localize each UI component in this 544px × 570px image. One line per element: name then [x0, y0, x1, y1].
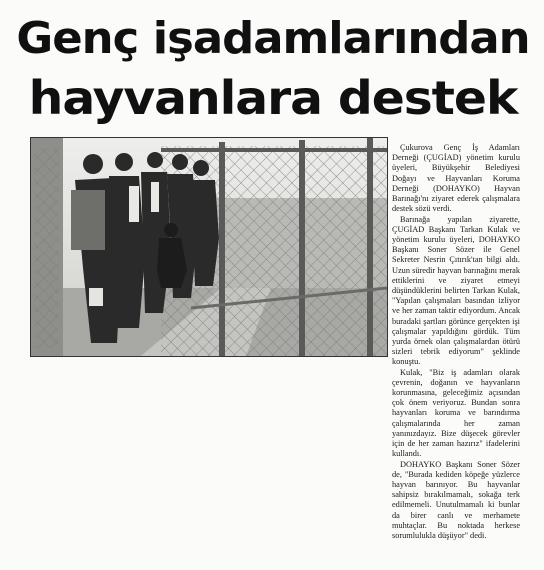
article-photo — [30, 137, 388, 357]
photo-illustration — [31, 138, 387, 356]
article-paragraph: Çukurova Genç İş Adamları Derneği (ÇUGİAD) yönetim kurulu üyeleri, Büyükşehir Belediyesi Doğayı ve Hayvanları Koruma Derneği (DOHAYKO) Hayvan Barınağı'nı ziyaret ederek çalışmalara destek sözü verdi. — [392, 143, 520, 214]
article-paragraph: Barınağa yapılan ziyarette, ÇUGİAD Başkanı Tarkan Kulak ve yönetim kurulu üyeleri, DOHAYKO Başkanı Soner Sözer ile Genel Sekreter Nesrin Çıtırık'tan bilgi aldı. Uzun süredir hayvan barınağını merak ettiklerini ve ziyaret etmeyi düşündüklerini belirten Tarkan Kulak, "Yapılan çalışmaları basından izliyor ve her zaman taktir ediyordum. Ancak buradaki şartları görünce gerçekten işi çalışmalar yapıldığını gördük. Tüm yurda örnek olan çalışmalardan ötürü sizleri tebrik ediyorum" şeklinde konuştu. — [392, 214, 520, 367]
headline-line-2: hayvanlara destek — [28, 71, 518, 125]
article-body — [392, 143, 520, 541]
article-paragraph: DOHAYKO Başkanı Soner Sözer de, "Burada kediden köpeğe yüzlerce hayvan barınıyor. Bu hayvanlar sahipsiz bırakılmamalı, sokağa terk edilmemeli. Unutulmamalı ki bunlar da birer canlı ve merhamete muhtaçlar. Bu noktada herkese sorumlulukla düşüyor" dedi. — [392, 459, 520, 540]
headline-line-1: Genç işadamlarından — [16, 13, 530, 64]
article-paragraph: Kulak, "Biz iş adamları olarak çevrenin, doğanın ve hayvanların korunmasına, geleceğimiz açısından çok önem veriyoruz. Bundan sonra hayvanları koruma ve barındırma çalışmalarında her zaman yanınızdayız. Bize düşecek görevler için de her zaman hazırız" ifadelerini kullandı. — [392, 367, 520, 459]
